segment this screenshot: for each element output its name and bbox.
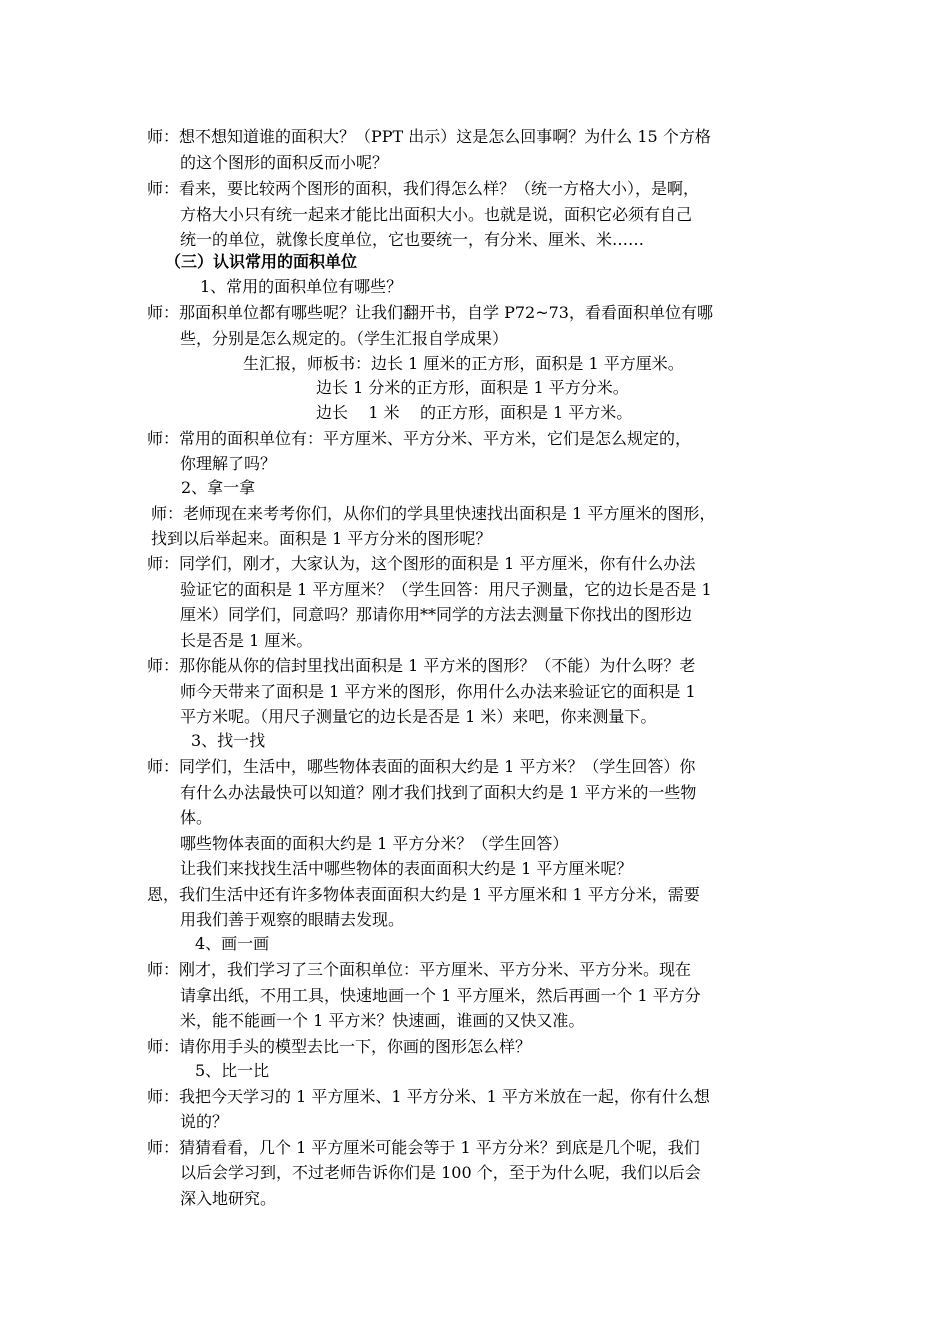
subsection-heading: 4、画一画 xyxy=(195,934,270,953)
text-line: 你理解了吗？ xyxy=(180,454,277,473)
text-line: 些，分别是怎么规定的。（学生汇报自学成果） xyxy=(180,329,509,348)
subsection-heading: 5、比一比 xyxy=(195,1061,270,1080)
text-line: 师：那面积单位都有哪些呢？让我们翻开书，自学 P72~73，看看面积单位有哪 xyxy=(147,303,713,322)
text-line: 验证它的面积是 1 平方厘米？（学生回答：用尺子测量，它的边长是否是 1 xyxy=(180,580,712,599)
text-line: 体。 xyxy=(180,808,213,827)
text-line: 哪些物体表面的面积大约是 1 平方分米？（学生回答） xyxy=(180,834,569,853)
text-line: 边长 1 分米的正方形，面积是 1 平方分米。 xyxy=(316,378,629,397)
text-line: 让我们来找找生活中哪些物体的表面面积大约是 1 平方厘米呢？ xyxy=(180,859,633,878)
text-line: 师：猜猜看看，几个 1 平方厘米可能会等于 1 平方分米？到底是几个呢，我们 xyxy=(147,1138,700,1157)
text-line: 师：想不想知道谁的面积大？（PPT 出示）这是怎么回事啊？为什么 15 个方格 xyxy=(147,127,711,146)
text-line: 师今天带来了面积是 1 平方米的图形，你用什么办法来验证它的面积是 1 xyxy=(180,682,696,701)
text-line: 边长 1 米 的正方形，面积是 1 平方米。 xyxy=(316,403,633,422)
text-line: 说的？ xyxy=(180,1112,229,1131)
text-line: 以后会学习到，不过老师告诉你们是 100 个，至于为什么呢，我们以后会 xyxy=(180,1163,701,1182)
text-line: 生汇报，师板书：边长 1 厘米的正方形，面积是 1 平方厘米。 xyxy=(243,354,684,373)
text-line: 长是否是 1 厘米。 xyxy=(180,631,313,650)
text-line: 师：我把今天学习的 1 平方厘米、1 平方分米、1 平方米放在一起，你有什么想 xyxy=(147,1087,710,1106)
text-line: 师：刚才，我们学习了三个面积单位：平方厘米、平方分米、平方分米。现在 xyxy=(147,960,692,979)
text-line: 厘米）同学们，同意吗？那请你用**同学的方法去测量下你找出的图形边 xyxy=(180,605,693,624)
subsection-heading: 1、常用的面积单位有哪些？ xyxy=(200,277,403,296)
section-heading: （三）认识常用的面积单位 xyxy=(165,252,358,271)
text-line: 师：老师现在来考考你们，从你们的学具里快速找出面积是 1 平方厘米的图形， xyxy=(151,504,716,523)
text-line: 师：请你用手头的模型去比一下，你画的图形怎么样？ xyxy=(147,1037,532,1056)
text-line: 找到以后举起来。面积是 1 平方分米的图形呢？ xyxy=(151,529,492,548)
text-line: 深入地研究。 xyxy=(180,1189,277,1208)
text-line: 平方米呢。（用尺子测量它的边长是否是 1 米）来吧，你来测量下。 xyxy=(180,707,657,726)
text-line: 统一的单位，就像长度单位，它也要统一，有分米、厘米、米…… xyxy=(180,230,645,249)
text-line: 请拿出纸，不用工具，快速地画一个 1 平方厘米，然后再画一个 1 平方分 xyxy=(180,986,701,1005)
text-line: 师：常用的面积单位有：平方厘米、平方分米、平方米，它们是怎么规定的， xyxy=(147,429,692,448)
text-line: 的这个图形的面积反而小呢？ xyxy=(180,153,389,172)
text-line: 师：同学们，生活中，哪些物体表面的面积大约是 1 平方米？（学生回答）你 xyxy=(147,757,696,776)
text-line: 师：那你能从你的信封里找出面积是 1 平方米的图形？（不能）为什么呀？老 xyxy=(147,656,696,675)
text-line: 方格大小只有统一起来才能比出面积大小。也就是说，面积它必须有自己 xyxy=(180,205,693,224)
text-line: 米，能不能画一个 1 平方米？快速画，谁画的又快又准。 xyxy=(180,1011,585,1030)
text-line: 恩，我们生活中还有许多物体表面面积大约是 1 平方厘米和 1 平方分米，需要 xyxy=(147,885,700,904)
text-line: 师：看来，要比较两个图形的面积，我们得怎么样？（统一方格大小），是啊， xyxy=(147,179,700,198)
subsection-heading: 2、拿一拿 xyxy=(181,478,256,497)
subsection-heading: 3、找一找 xyxy=(191,731,266,750)
text-line: 用我们善于观察的眼睛去发现。 xyxy=(180,910,405,929)
text-line: 师：同学们，刚才，大家认为，这个图形的面积是 1 平方厘米，你有什么办法 xyxy=(147,554,696,573)
text-line: 有什么办法最快可以知道？刚才我们找到了面积大约是 1 平方米的一些物 xyxy=(180,783,697,802)
